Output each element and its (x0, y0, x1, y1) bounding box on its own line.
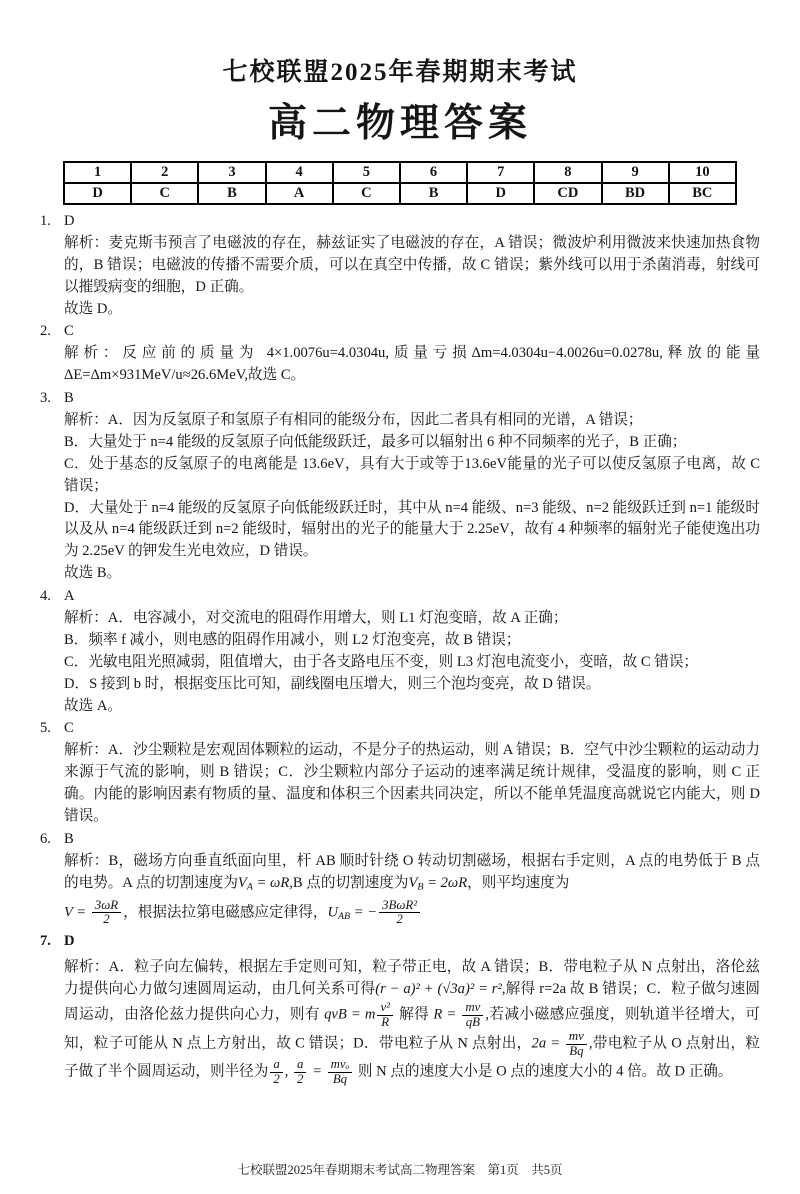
question-number-cell: 10 (669, 162, 736, 183)
explanation-paragraph: V = $\frac{3\omega R}{2}$ ，根据法拉第电磁感应定律得，$U_{AB}$ = − $\frac{\text{3BωR²}}{2}$ (64, 899, 760, 928)
question-number-cell: 3 (198, 162, 265, 183)
formula-subscript: B (417, 881, 424, 893)
formula-text: 2a = (531, 1035, 564, 1052)
question-item (40, 211, 760, 320)
explanation-paragraph: 解析：A．沙尘颗粒是宏观固体颗粒的运动，不是分子的热运动，则 A 错误；B．空气中沙尘颗粒的运动动力来源于气流的影响，则 B 错误；C．沙尘颗粒内部分子运动的速率满足统计规律，受温度的影响，则 C 正确。内能的影响因素有物质的量、温度和体积三个因素共同决定，所以不能单凭温度高就说它内能大，则 D 错误。 (64, 742, 760, 825)
fraction: $\frac{3\omega R}{2}$ (92, 899, 121, 928)
formula-text: V = (64, 904, 90, 921)
question-item (40, 931, 760, 1087)
question-answer: C (64, 720, 74, 737)
question-item (40, 321, 760, 387)
question-answer: B (64, 390, 74, 407)
question-item (40, 586, 760, 717)
question-number-cell: 9 (602, 162, 669, 183)
explanation-paragraph: 解析：A．因为反氢原子和氢原子有相同的能级分布，因此二者具有相同的光谱，A 错误； (64, 412, 643, 429)
answer-table-answer-row (64, 183, 736, 204)
question-number-cell: 7 (467, 162, 534, 183)
question-head (40, 829, 760, 851)
question-head (40, 586, 760, 608)
fraction: $\frac{\text{v²}}{R}$ (377, 1001, 393, 1030)
answer-cell: CD (534, 183, 601, 204)
question-number: 6. (40, 830, 51, 847)
answer-cell: D (467, 183, 534, 204)
fraction: $\frac{a}{2}$ (270, 1058, 282, 1087)
question-number: 7. (40, 933, 51, 950)
fraction: $\frac{a}{2}$ (294, 1058, 306, 1087)
question-number-cell: 2 (131, 162, 198, 183)
formula-text: = − (350, 904, 378, 921)
question-answer: D (64, 933, 75, 950)
explanation-paragraph: 解析：A．电容减小，对交流电的阻碍作用增大，则 L1 灯泡变暗，故 A 正确； (64, 610, 568, 627)
question-head (40, 388, 760, 410)
explanation-paragraph: 解析：反应前的质量为 4×1.0076u=4.0304u,质量亏损Δm=4.0304u−4.0026u=0.0278u,释放的能量 ΔE=Δm×931MeV/u≈26.6MeV,故选 C。 (64, 345, 760, 384)
explanation-paragraph: 解析：B，磁场方向垂直纸面向里，杆 AB 顺时针绕 O 转动切割磁场，根据右手定则，A 点的电势低于 B 点的电势。A 点的切割速度为$V_A = \omega R,B$ 点的切割速度为$V_B = 2\omega R$，则平均速度为 (64, 852, 760, 893)
fraction: $\frac{mv}{Bq}$ (566, 1030, 587, 1059)
answer-sheet-title: 高二物理答案 (267, 102, 532, 145)
answer-cell: C (131, 183, 198, 204)
question-number-cell: 1 (64, 162, 131, 183)
explanation-paragraph: 故选 A。 (64, 697, 122, 714)
explanation-paragraph: 解析：A．粒子向左偏转，根据左手定则可知，粒子带正电，故 A 错误；B．带电粒子从 N 点射出，洛伦兹力提供向心力做匀速圆周运动，由几何关系可得(r − a)² + (√3a)² = r²,解得 r=2a 故 B 错误；C．粒子做匀速圆周运动，由洛伦兹力提供向心力，则有 qvB = m $\frac{\text{v²}}{R}$ 解得 R = $\frac{mv}{qB}$ ,若减小磁感应强度，则轨道半径增大，可知，粒子可能从 N 点上方射出，故 C 错误；D．带电粒子从 N 点射出，2a = $\frac{mv}{Bq}$ ,带电粒子从 O 点射出，粒子做了半个圆周运动，则半径为 $\frac{a}{2}$ , $\frac{a}{2}$ = $\frac{\text{mvₒ}}{Bq}$ 则 N 点的速度大小是 O 点的速度大小的 4 倍。故 D 正确。 (64, 959, 761, 1087)
formula-text: V (237, 874, 247, 891)
answer-cell: B (400, 183, 467, 204)
formula-text: = (308, 1064, 326, 1081)
question-answer: C (64, 323, 74, 340)
explanation-paragraph: B．大量处于 n=4 能级的反氢原子向低能级跃迁，最多可以辐射出 6 种不同频率的光子，B 正确； (64, 433, 687, 450)
question-head (40, 321, 760, 343)
question-head (40, 931, 760, 953)
answer-cell: A (266, 183, 333, 204)
formula-text: = ωR (252, 874, 290, 891)
formula-text: V (408, 874, 418, 891)
question-item (40, 388, 760, 585)
explanation-paragraph: C．光敏电阻光照减弱，阻值增大，由于各支路电压不变，则 L3 灯泡电流变小，变暗，故 C 错误； (64, 653, 699, 670)
explanation-paragraph: 故选 D。 (64, 300, 122, 317)
fraction: $\frac{mv}{qB}$ (462, 1001, 483, 1030)
question-number-cell: 6 (400, 162, 467, 183)
explanation-paragraph: 故选 B。 (64, 565, 122, 582)
answer-cell: BC (669, 183, 736, 204)
question-answer: A (64, 588, 75, 605)
formula-text: U (327, 904, 338, 921)
question-number-cell: 5 (333, 162, 400, 183)
question-number: 1. (40, 213, 51, 229)
question-head (40, 211, 760, 233)
answer-cell: C (333, 183, 400, 204)
exam-title: 七校联盟2025年春期期末考试 (222, 59, 578, 86)
formula-text: R = (433, 1006, 461, 1023)
explanation-paragraph: 解析：麦克斯韦预言了电磁波的存在，赫兹证实了电磁波的存在，A 错误；微波炉利用微波来快速加热食物的，B 错误；电磁波的传播不需要介质，可以在真空中传播，故 C 错误；紫外线可以用于杀菌消毒，射线可以摧毁病变的细胞，D 正确。 (64, 234, 760, 295)
formula-subscript: AB (337, 910, 351, 922)
question-item (40, 829, 760, 927)
answer-table (63, 161, 737, 205)
explanation-paragraph: D．大量处于 n=4 能级的反氢原子向低能级跃迁时，其中从 n=4 能级、n=3 能级、n=2 能级跃迁到 n=1 能级时以及从 n=4 能级跃迁到 n=2 能级时，辐射出的光子的能量大于 2.25eV，故有 4 种频率的辐射光子能使逸出功为 2.25eV 的钾发生光电效应，D 错误。 (64, 499, 760, 560)
answer-cell: B (198, 183, 265, 204)
fraction: $\frac{\text{mvₒ}}{Bq}$ (328, 1058, 353, 1087)
question-answer: D (64, 213, 75, 229)
question-answer: B (64, 830, 74, 847)
question-number: 3. (40, 390, 51, 407)
question-number-cell: 4 (266, 162, 333, 183)
answer-cell: D (64, 183, 131, 204)
answer-cell: BD (602, 183, 669, 204)
question-number: 5. (40, 720, 51, 737)
formula-text: = 2ωR (423, 874, 468, 891)
page-footer: 七校联盟2025年春期期末考试高二物理答案 第1页 共5页 (237, 1163, 563, 1177)
answer-table-number-row (64, 162, 736, 183)
questions-section (40, 211, 760, 1087)
formula-text: qvB = m (324, 1006, 376, 1023)
explanation-paragraph: D．S 接到 b 时，根据变压比可知，副线圈电压增大，则三个泡均变亮，故 D 错误。 (64, 675, 601, 692)
formula-subscript: A (246, 881, 253, 893)
question-head (40, 718, 760, 740)
formula-text: (r − a)² + (√3a)² = r² (375, 981, 502, 998)
question-number: 4. (40, 588, 51, 605)
explanation-paragraph: B．频率 f 减小，则电感的阻碍作用减小，则 L2 灯泡变亮，故 B 错误； (64, 631, 521, 648)
explanation-paragraph: C．处于基态的反氢原子的电离能是 13.6eV，具有大于或等于13.6eV能量的光子可以使反氢原子电离，故 C 错误； (64, 455, 760, 494)
question-item (40, 718, 760, 827)
fraction: $\frac{\text{3BωR²}}{2}$ (379, 899, 420, 928)
question-number: 2. (40, 323, 51, 340)
question-number-cell: 8 (534, 162, 601, 183)
